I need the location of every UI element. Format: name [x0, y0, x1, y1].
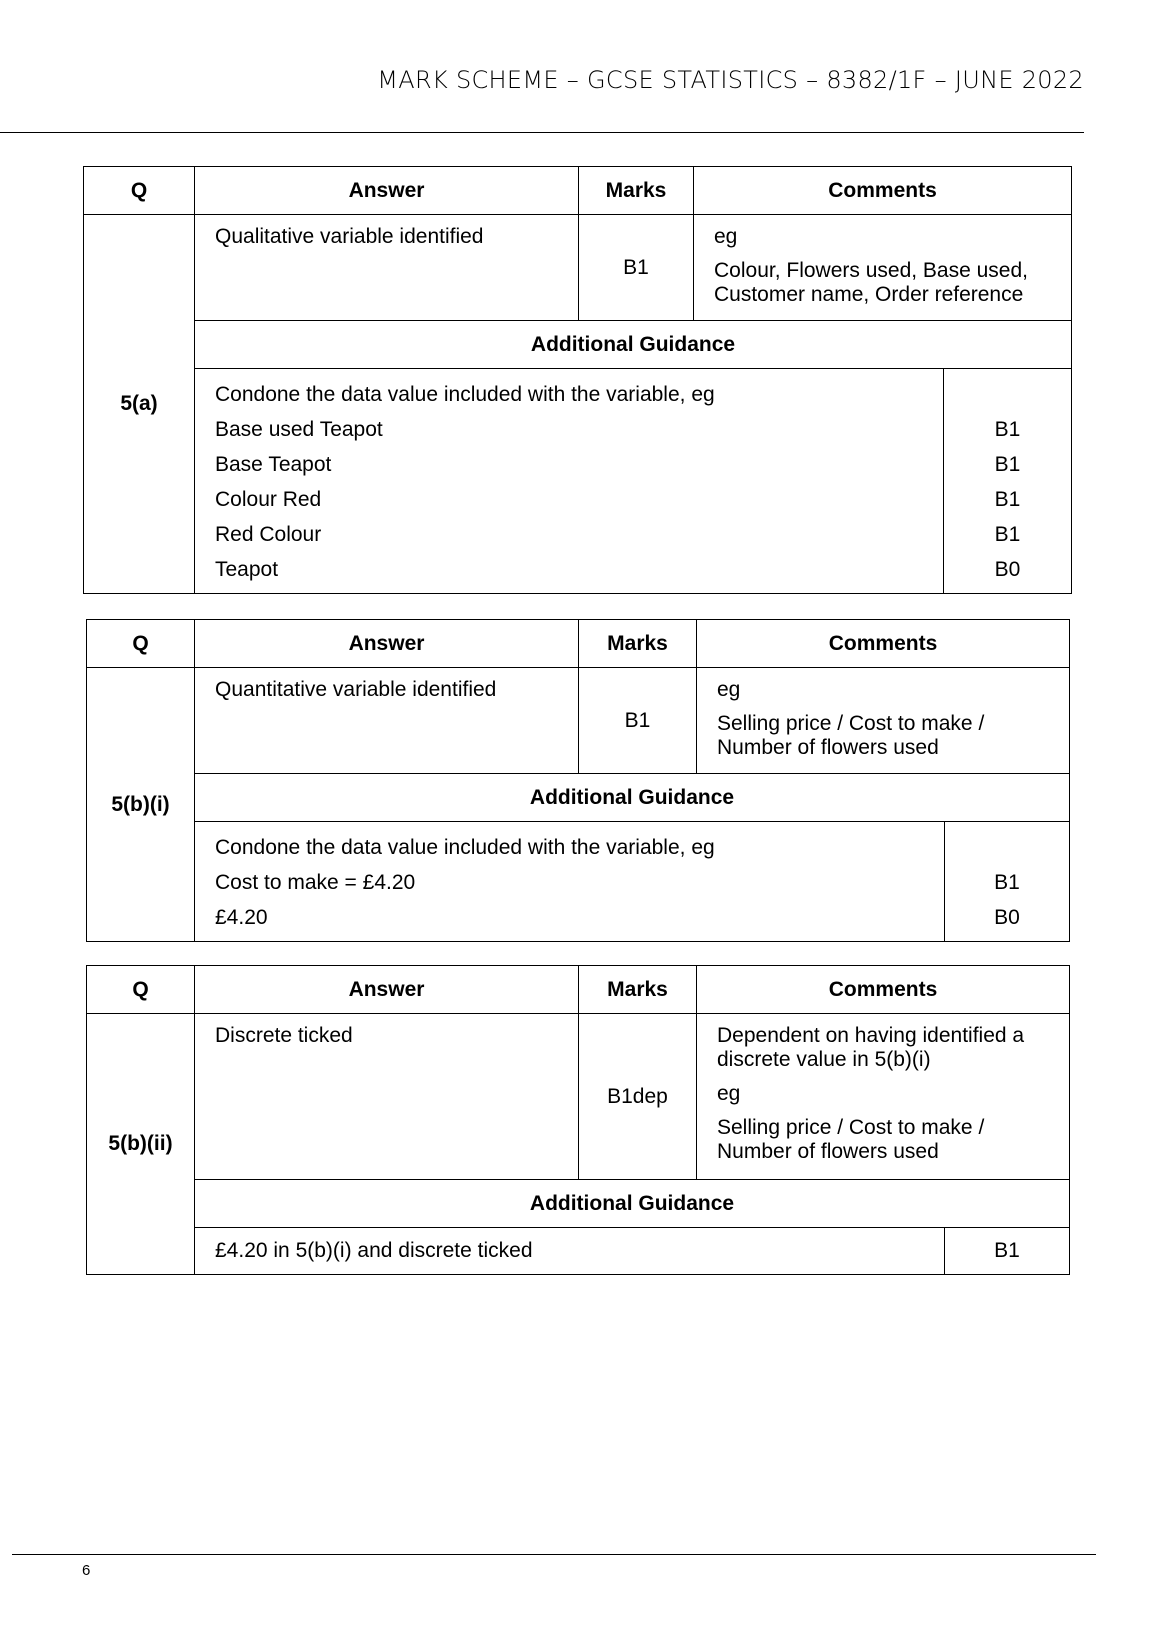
- guidance-line: Teapot: [215, 558, 279, 581]
- guidance-mark: B0: [994, 558, 1021, 581]
- col-header-comments: Comments: [697, 620, 1070, 668]
- guidance-mark: B1: [994, 871, 1020, 894]
- guidance-row: [87, 822, 1070, 942]
- table-header-row: [87, 966, 1070, 1014]
- guidance-mark: B1: [994, 418, 1021, 441]
- comment-line: Selling price / Cost to make / Number of flowers used: [717, 712, 985, 759]
- question-number: 5(a): [84, 215, 195, 594]
- guidance-intro: Condone the data value included with the variable, eg: [215, 836, 715, 859]
- additional-guidance-label: Additional Guidance: [195, 1180, 1070, 1228]
- comments-cell: [697, 668, 1070, 774]
- col-header-comments: Comments: [694, 167, 1072, 215]
- mark-table-5a: [83, 166, 1072, 594]
- additional-guidance-row: [87, 1180, 1070, 1228]
- col-header-comments: Comments: [697, 966, 1070, 1014]
- answer-row: [84, 215, 1072, 321]
- guidance-text-cell: [195, 369, 944, 594]
- col-header-answer: Answer: [195, 966, 579, 1014]
- comment-line: Colour, Flowers used, Base used, Customer name, Order reference: [714, 259, 1028, 306]
- guidance-row: [84, 369, 1072, 594]
- guidance-line: Base Teapot: [215, 453, 332, 476]
- guidance-marks-cell: [944, 369, 1072, 594]
- guidance-mark: B0: [994, 906, 1020, 929]
- answer-row: [87, 668, 1070, 774]
- table-header-row: [84, 167, 1072, 215]
- guidance-text-cell: [195, 822, 945, 942]
- marks-value: B1: [579, 668, 697, 774]
- question-number: 5(b)(i): [87, 668, 195, 942]
- answer-text: Quantitative variable identified: [195, 668, 579, 774]
- comment-line: eg: [717, 1082, 741, 1105]
- col-header-marks: Marks: [579, 966, 697, 1014]
- col-header-marks: Marks: [579, 167, 694, 215]
- mark-table-5bi: [86, 619, 1070, 942]
- footer-divider: [12, 1554, 1096, 1555]
- guidance-mark: B1: [994, 523, 1021, 546]
- guidance-line: Red Colour: [215, 523, 322, 546]
- guidance-mark: B1: [994, 488, 1021, 511]
- guidance-spacer: [945, 830, 1069, 865]
- marks-value: B1: [579, 215, 694, 321]
- guidance-line: Colour Red: [215, 488, 322, 511]
- comments-cell: [697, 1014, 1070, 1180]
- additional-guidance-row: [84, 321, 1072, 369]
- guidance-line: £4.20: [215, 906, 268, 929]
- col-header-answer: Answer: [195, 167, 579, 215]
- additional-guidance-label: Additional Guidance: [195, 774, 1070, 822]
- guidance-mark: B1: [994, 453, 1021, 476]
- table-header-row: [87, 620, 1070, 668]
- header-title: MARK SCHEME – GCSE STATISTICS – 8382/1F – JUNE 2022: [377, 66, 1084, 94]
- guidance-row: [87, 1228, 1070, 1275]
- answer-text: Discrete ticked: [195, 1014, 579, 1180]
- col-header-answer: Answer: [195, 620, 579, 668]
- answer-row: [87, 1014, 1070, 1180]
- guidance-line: £4.20 in 5(b)(i) and discrete ticked: [195, 1228, 945, 1275]
- comments-cell: [694, 215, 1072, 321]
- col-header-q: Q: [87, 966, 195, 1014]
- answer-text: Qualitative variable identified: [195, 215, 579, 321]
- additional-guidance-label: Additional Guidance: [195, 321, 1072, 369]
- header-divider: [0, 132, 1084, 133]
- col-header-marks: Marks: [579, 620, 697, 668]
- comment-line: Dependent on having identified a discrete value in 5(b)(i): [717, 1024, 1025, 1071]
- guidance-intro: Condone the data value included with the variable, eg: [215, 383, 715, 406]
- comment-line: Selling price / Cost to make / Number of flowers used: [717, 1116, 985, 1163]
- guidance-spacer: [944, 377, 1071, 412]
- page-number: 6: [82, 1562, 91, 1579]
- guidance-marks-cell: [945, 822, 1070, 942]
- guidance-line: Base used Teapot: [215, 418, 383, 441]
- guidance-line: Cost to make = £4.20: [215, 871, 416, 894]
- additional-guidance-row: [87, 774, 1070, 822]
- col-header-q: Q: [87, 620, 195, 668]
- guidance-mark: B1: [945, 1228, 1070, 1275]
- comment-line: eg: [717, 678, 741, 701]
- col-header-q: Q: [84, 167, 195, 215]
- comment-line: eg: [714, 225, 738, 248]
- marks-value: B1dep: [579, 1014, 697, 1180]
- mark-table-5bii: [86, 965, 1070, 1275]
- question-number: 5(b)(ii): [87, 1014, 195, 1275]
